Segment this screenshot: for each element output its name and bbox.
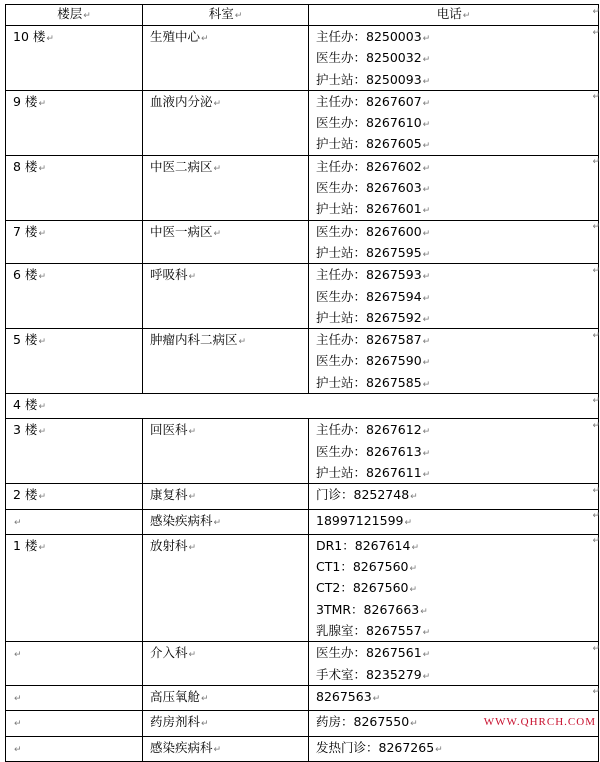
phone-cell bbox=[309, 26, 599, 91]
phone-line: 主任办：8267607↵ bbox=[316, 93, 431, 109]
phone-line: 医生办：8267600↵ bbox=[316, 223, 431, 239]
table-row bbox=[6, 329, 599, 394]
dept-cell: 回医科↵ bbox=[143, 419, 309, 484]
table-row bbox=[6, 736, 599, 761]
phone-cell bbox=[309, 90, 599, 155]
phone-cell bbox=[309, 484, 599, 509]
row-end-mark: ↵ bbox=[592, 265, 600, 276]
floor-cell: ↵ bbox=[6, 509, 143, 534]
dept-cell: 药房剂科↵ bbox=[143, 711, 309, 736]
floor-cell: 4 楼↵ bbox=[6, 394, 599, 419]
floor-cell: 9 楼↵ bbox=[6, 90, 143, 155]
phone-line: 乳腺室：8267557↵ bbox=[316, 623, 431, 639]
table-row bbox=[6, 534, 599, 641]
floor-cell: ↵ bbox=[6, 642, 143, 686]
dept-cell: 呼吸科↵ bbox=[143, 264, 309, 329]
phone-line: 护士站：8267601↵ bbox=[316, 201, 431, 217]
phone-cell bbox=[309, 220, 599, 264]
table-row bbox=[6, 509, 599, 534]
directory-table bbox=[5, 4, 599, 762]
phone-line: 主任办：8267602↵ bbox=[316, 158, 431, 174]
floor-cell: ↵ bbox=[6, 736, 143, 761]
phone-line: 护士站：8267611↵ bbox=[316, 464, 431, 480]
dept-cell: 感染疾病科↵ bbox=[143, 509, 309, 534]
row-end-mark: ↵ bbox=[592, 92, 600, 103]
row-end-mark: ↵ bbox=[592, 222, 600, 233]
dept-cell: 放射科↵ bbox=[143, 534, 309, 641]
phone-line: 主任办：8267587↵ bbox=[316, 332, 431, 348]
phone-line: 3TMR：8267663↵ bbox=[316, 601, 428, 617]
phone-header: 电话↵ bbox=[309, 5, 599, 26]
dept-header: 科室↵ bbox=[143, 5, 309, 26]
phone-cell bbox=[309, 264, 599, 329]
table-row bbox=[6, 419, 599, 484]
floor-cell: 6 楼↵ bbox=[6, 264, 143, 329]
row-end-mark: ↵ bbox=[592, 511, 600, 522]
floor-cell: 1 楼↵ bbox=[6, 534, 143, 641]
phone-line: 护士站：8267595↵ bbox=[316, 244, 431, 260]
row-end-mark: ↵ bbox=[592, 27, 600, 38]
phone-cell bbox=[309, 329, 599, 394]
phone-cell bbox=[309, 155, 599, 220]
phone-line: 手术室：8235279↵ bbox=[316, 666, 431, 682]
floor-cell: 5 楼↵ bbox=[6, 329, 143, 394]
floor-cell: 2 楼↵ bbox=[6, 484, 143, 509]
floor-cell: 7 楼↵ bbox=[6, 220, 143, 264]
phone-line: CT1：8267560↵ bbox=[316, 559, 418, 575]
row-end-mark: ↵ bbox=[592, 536, 600, 547]
floor-cell: ↵ bbox=[6, 685, 143, 710]
floor-cell: 10 楼↵ bbox=[6, 26, 143, 91]
phone-cell bbox=[309, 509, 599, 534]
table-row bbox=[6, 394, 599, 419]
phone-line: 门诊：8252748↵ bbox=[316, 487, 418, 503]
header-row bbox=[6, 5, 599, 26]
row-end-mark: ↵ bbox=[592, 330, 600, 341]
phone-line: 医生办：8267594↵ bbox=[316, 288, 431, 304]
row-end-mark: ↵ bbox=[592, 420, 600, 431]
row-end-mark: ↵ bbox=[592, 6, 600, 17]
phone-line: 主任办：8250003↵ bbox=[316, 29, 431, 44]
phone-cell bbox=[309, 534, 599, 641]
floor-cell: 3 楼↵ bbox=[6, 419, 143, 484]
phone-line: 医生办：8267561↵ bbox=[316, 645, 431, 661]
phone-line: 发热门诊：8267265↵ bbox=[316, 739, 443, 755]
dept-cell: 生殖中心↵ bbox=[143, 26, 309, 91]
phone-line: 医生办：8267590↵ bbox=[316, 353, 431, 369]
phone-line: 8267563↵ bbox=[316, 688, 381, 704]
phone-line: CT2：8267560↵ bbox=[316, 580, 418, 596]
dept-cell: 中医一病区↵ bbox=[143, 220, 309, 264]
site-watermark: WWW.QHRCH.COM bbox=[483, 716, 596, 728]
phone-line: 药房：8267550↵ bbox=[316, 714, 418, 730]
phone-line: 医生办：8250032↵ bbox=[316, 50, 431, 66]
dept-cell: 感染疾病科↵ bbox=[143, 736, 309, 761]
table-row bbox=[6, 155, 599, 220]
floor-cell: 8 楼↵ bbox=[6, 155, 143, 220]
phone-line: DR1：8267614↵ bbox=[316, 537, 419, 553]
phone-line: 护士站：8267585↵ bbox=[316, 374, 431, 390]
table-row bbox=[6, 26, 599, 91]
row-end-mark: ↵ bbox=[592, 643, 600, 654]
dept-cell: 中医二病区↵ bbox=[143, 155, 309, 220]
phone-line: 护士站：8267592↵ bbox=[316, 309, 431, 325]
row-end-mark: ↵ bbox=[592, 157, 600, 168]
phone-line: 医生办：8267603↵ bbox=[316, 180, 431, 196]
phone-line: 医生办：8267610↵ bbox=[316, 115, 431, 131]
phone-cell bbox=[309, 685, 599, 710]
phone-line: 护士站：8250093↵ bbox=[316, 71, 431, 87]
table-row bbox=[6, 642, 599, 686]
table-row bbox=[6, 685, 599, 710]
dept-cell: 肿瘤内科二病区↵ bbox=[143, 329, 309, 394]
phone-line: 医生办：8267613↵ bbox=[316, 443, 431, 459]
dept-cell: 血液内分泌↵ bbox=[143, 90, 309, 155]
phone-line: 护士站：8267605↵ bbox=[316, 136, 431, 152]
phone-cell bbox=[309, 736, 599, 761]
dept-cell: 康复科↵ bbox=[143, 484, 309, 509]
row-end-mark: ↵ bbox=[592, 485, 600, 496]
phone-line: 主任办：8267593↵ bbox=[316, 267, 431, 283]
table-row bbox=[6, 264, 599, 329]
table-row bbox=[6, 90, 599, 155]
floor-cell: ↵ bbox=[6, 711, 143, 736]
floor-header: 楼层↵ bbox=[6, 5, 143, 26]
phone-cell bbox=[309, 642, 599, 686]
phone-line: 18997121599↵ bbox=[316, 512, 413, 528]
row-end-mark: ↵ bbox=[592, 687, 600, 698]
row-end-mark: ↵ bbox=[592, 395, 600, 406]
table-row bbox=[6, 220, 599, 264]
dept-cell: 介入科↵ bbox=[143, 642, 309, 686]
phone-line: 主任办：8267612↵ bbox=[316, 422, 431, 438]
dept-cell: 高压氧舱↵ bbox=[143, 685, 309, 710]
table-row bbox=[6, 484, 599, 509]
phone-cell bbox=[309, 419, 599, 484]
